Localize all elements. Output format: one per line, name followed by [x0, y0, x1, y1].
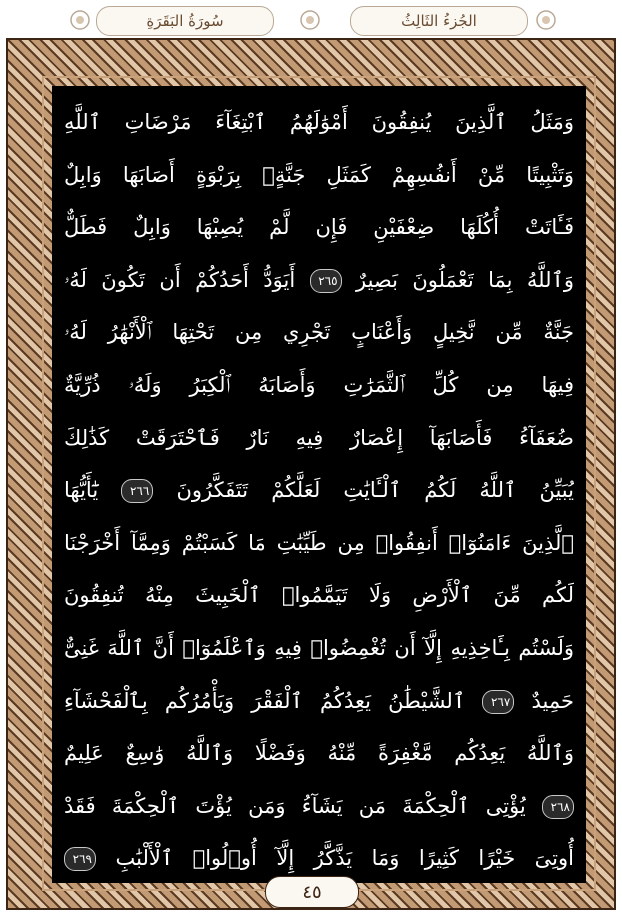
- ayah-number-marker: ٢٦٥: [310, 269, 342, 293]
- ornamental-border: [6, 38, 616, 910]
- verse-text: أُوتِىَ خَيْرًا كَثِيرًا وَمَا يَذَّكَّرُ إِلَّآ أُو۟لُوا۟ ٱلْأَلْبَٰبِ: [115, 846, 574, 871]
- verse-line: [64, 94, 574, 150]
- verse-line: [64, 567, 574, 623]
- ayah-number-marker: ٢٦٧: [482, 690, 514, 714]
- page-number: ٤٥: [302, 881, 322, 903]
- ayah-number-marker: ٢٦٩: [64, 847, 96, 871]
- verse-text: يَٰٓأَيُّهَا: [64, 478, 99, 503]
- verse-text: فَـَٔاتَتْ أُكُلَهَا ضِعْفَيْنِ فَإِن لَّمْ يُصِبْهَا وَابِلٌ فَطَلٌّ: [64, 215, 574, 240]
- verse-text: حَمِيدٌ: [531, 688, 574, 713]
- verse-line: [64, 410, 574, 466]
- verse-line: [64, 725, 574, 781]
- verse-line: [64, 199, 574, 255]
- verse-text: فِيهَا مِن كُلِّ ٱلثَّمَرَٰتِ وَأَصَابَهُ ٱلْكِبَرُ وَلَهُۥ ذُرِّيَّةٌ: [64, 373, 574, 397]
- ayah-number-marker: ٢٦٦: [121, 479, 153, 503]
- juz-name: الجُزءُ الثَالِثُ: [401, 12, 477, 30]
- verse-text: يُبَيِّنُ ٱللَّهُ لَكُمُ ٱلْـَٔايَٰتِ لَعَلَّكُمْ تَتَفَكَّرُونَ: [176, 478, 574, 503]
- page-header: [0, 0, 622, 40]
- verse-line: [64, 620, 574, 676]
- verse-text-panel: [52, 86, 586, 883]
- verse-text: ٱلشَّيْطَٰنُ يَعِدُكُمُ ٱلْفَقْرَ وَيَأْمُرُكُم بِٱلْفَحْشَآءِ: [64, 688, 466, 713]
- verse-line: [64, 252, 574, 308]
- verse-line: [64, 462, 574, 518]
- verse-line: [64, 778, 574, 834]
- verse-text: وَٱللَّهُ بِمَا تَعْمَلُونَ بَصِيرٌ: [356, 267, 574, 292]
- verse-line: [64, 673, 574, 729]
- verse-line: [64, 357, 574, 413]
- surah-name-box: [96, 6, 274, 36]
- verse-text: جَنَّةٌ مِّن نَّخِيلٍ وَأَعْنَابٍ تَجْرِي مِن تَحْتِهَا ٱلْأَنْهَٰرُ لَهُۥ: [64, 320, 574, 345]
- verse-text: ضُعَفَآءُ فَأَصَابَهَآ إِعْصَارٌ فِيهِ نَارٌ فَٱحْتَرَقَتْ كَذَٰلِكَ: [64, 425, 574, 450]
- verse-line: [64, 304, 574, 360]
- verse-text: لَكُم مِّنَ ٱلْأَرْضِ وَلَا تَيَمَّمُوا۟ ٱلْخَبِيثَ مِنْهُ تُنفِقُونَ: [64, 583, 574, 608]
- verse-text: يُؤْتِى ٱلْحِكْمَةَ مَن يَشَآءُ وَمَن يُؤْتَ ٱلْحِكْمَةَ فَقَدْ: [64, 793, 526, 818]
- header-center-ornament-icon: [296, 6, 324, 34]
- verse-text: ٱلَّذِينَ ءَامَنُوٓا۟ أَنفِقُوا۟ مِن طَيِّبَٰتِ مَا كَسَبْتُمْ وَمِمَّآ أَخْرَجْنَا: [64, 530, 574, 555]
- verse-text: أَيَوَدُّ أَحَدُكُمْ أَن تَكُونَ لَهُۥ: [64, 267, 296, 292]
- juz-name-box: [350, 6, 528, 36]
- verse-line: [64, 147, 574, 203]
- header-ornament-icon: [532, 6, 560, 34]
- header-ornament-icon: [66, 6, 94, 34]
- verse-text: وَمَثَلُ ٱلَّذِينَ يُنفِقُونَ أَمْوَٰلَهُمُ ٱبْتِغَآءَ مَرْضَاتِ ٱللَّهِ: [64, 110, 574, 134]
- page-number-box: [265, 876, 359, 908]
- surah-name: سُورَةُ البَقَرَةِ: [146, 12, 224, 30]
- verse-text: وَلَسْتُم بِـَٔاخِذِيهِ إِلَّآ أَن تُغْمِضُوا۟ فِيهِ وَٱعْلَمُوٓا۟ أَنَّ ٱللَّهَ غَنِىٌّ: [64, 636, 574, 660]
- verse-text: وَٱللَّهُ يَعِدُكُم مَّغْفِرَةً مِّنْهُ وَفَضْلًا وَٱللَّهُ وَٰسِعٌ عَلِيمٌ: [64, 741, 574, 766]
- ayah-number-marker: ٢٦٨: [542, 795, 574, 819]
- verse-line: [64, 515, 574, 571]
- verse-text: وَتَثْبِيتًا مِّنْ أَنفُسِهِمْ كَمَثَلِ جَنَّةٍۭ بِرَبْوَةٍ أَصَابَهَا وَابِلٌ: [64, 162, 574, 187]
